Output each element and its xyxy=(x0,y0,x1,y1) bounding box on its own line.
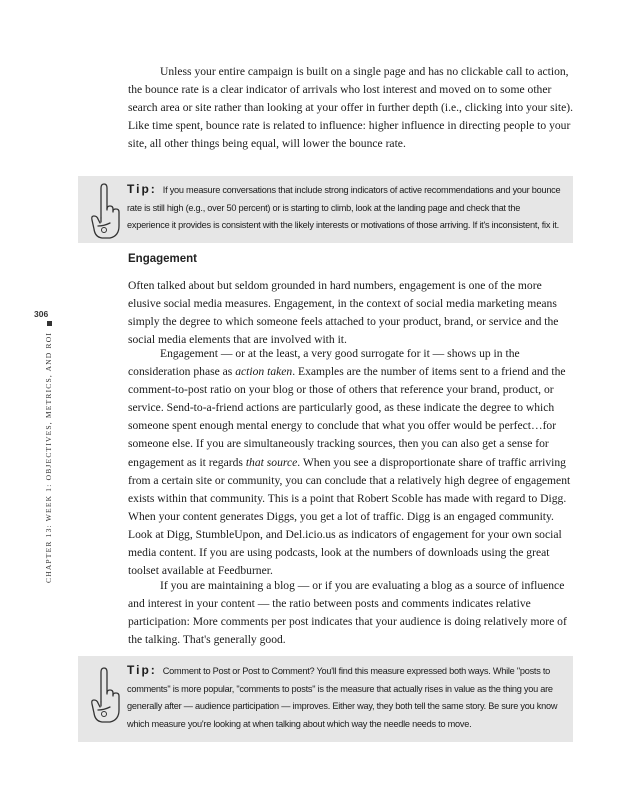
paragraph-blog-ratio: If you are maintaining a blog — or if you are evaluating a blog as a source of influence and interest in your content — the ratio between posts and comments indicates relative participation: More comments per post indicates that your audience is doing relatively more of the talking. That's generally good. xyxy=(128,579,567,647)
tip-body: Comment to Post or Post to Comment? You'll find this measure expressed both ways. While "posts to comments" is more popular, "comments to posts" is the measure that actually rises in value as the thing you are generally after — audience participation — improves. Either way, they both tell the same story. Be sure you know which measure you're looking at when talking about which way the needle needs to move. xyxy=(127,666,558,729)
tip-label: Tip: xyxy=(127,663,157,677)
page-number: 306 xyxy=(34,309,49,319)
running-head xyxy=(44,321,53,583)
tip-text-2 xyxy=(127,662,563,733)
tip-text-1 xyxy=(127,181,563,235)
paragraph-text: Engagement — or at the least, a very good surrogate for it — shows up in the consideration phase as xyxy=(128,347,520,379)
tip-body: If you measure conversations that include strong indicators of active recommendations and your bounce rate is still high (e.g., over 50 percent) or is starting to climb, look at the landing page and check that the experience it provides is consistent with the likely interests or motivations of those arriving. If it's inconsistent, fix it. xyxy=(127,185,561,230)
pointing-hand-icon xyxy=(86,666,122,726)
running-head-text: CHAPTER 13: WEEK 1: OBJECTIVES, METRICS, AND ROI xyxy=(44,331,53,583)
square-bullet-icon xyxy=(47,321,52,326)
emphasis-text: action taken xyxy=(235,365,293,379)
paragraph-engagement-intro: Often talked about but seldom grounded in hard numbers, engagement is one of the more elusive social media measures. Engagement, in the context of social media marketing means simply the degree to which someone feels attached to your product, brand, or service and the social media elements that are involved with it. xyxy=(128,279,559,347)
emphasis-text: that source xyxy=(245,455,298,469)
paragraph-engagement-detail xyxy=(128,345,574,580)
paragraph-text: . When you see a disproportionate share of traffic arriving from a certain site or community, you can conclude that a relatively high degree of engagement exists within that community. This is a point that Robert Scoble has made with regard to Digg. When your content generates Diggs, you get a lot of traffic. Digg is an engaged community. Look at Digg, StumbleUpon, and Del.icio.us as indicators of engagement for your own social media content. If you are using podcasts, look at the numbers of downloads using the great toolset available at Feedburner. xyxy=(128,455,571,578)
pointing-hand-icon xyxy=(86,182,122,242)
section-heading-engagement: Engagement xyxy=(128,253,198,265)
tip-box-2 xyxy=(78,656,573,742)
paragraph-text: . Examples are the number of items sent to a friend and the comment-to-post ratio on your blog or those of others that reference your brand, product, or service. Send-to-a-friend actions are particularly good, as these indicate the degree to which someone spent enough mental energy to conclude that what you offer would be perfect…for someone else. If you are simultaneously tracking sources, then you can also get a sense for engagement as it regards xyxy=(128,365,566,469)
tip-box-1 xyxy=(78,176,573,243)
tip-label: Tip: xyxy=(127,182,157,196)
paragraph-bounce-rate: Unless your entire campaign is built on a single page and has no clickable call to action, the bounce rate is a clear indicator of arrivals who lost interest and moved on to some other search area or site rather than looking at your offer in further depth (i.e., clicking into your site). Like time spent, bounce rate is related to influence: higher influence in directing people to your site, all other things being equal, will lower the bounce rate. xyxy=(128,65,574,151)
